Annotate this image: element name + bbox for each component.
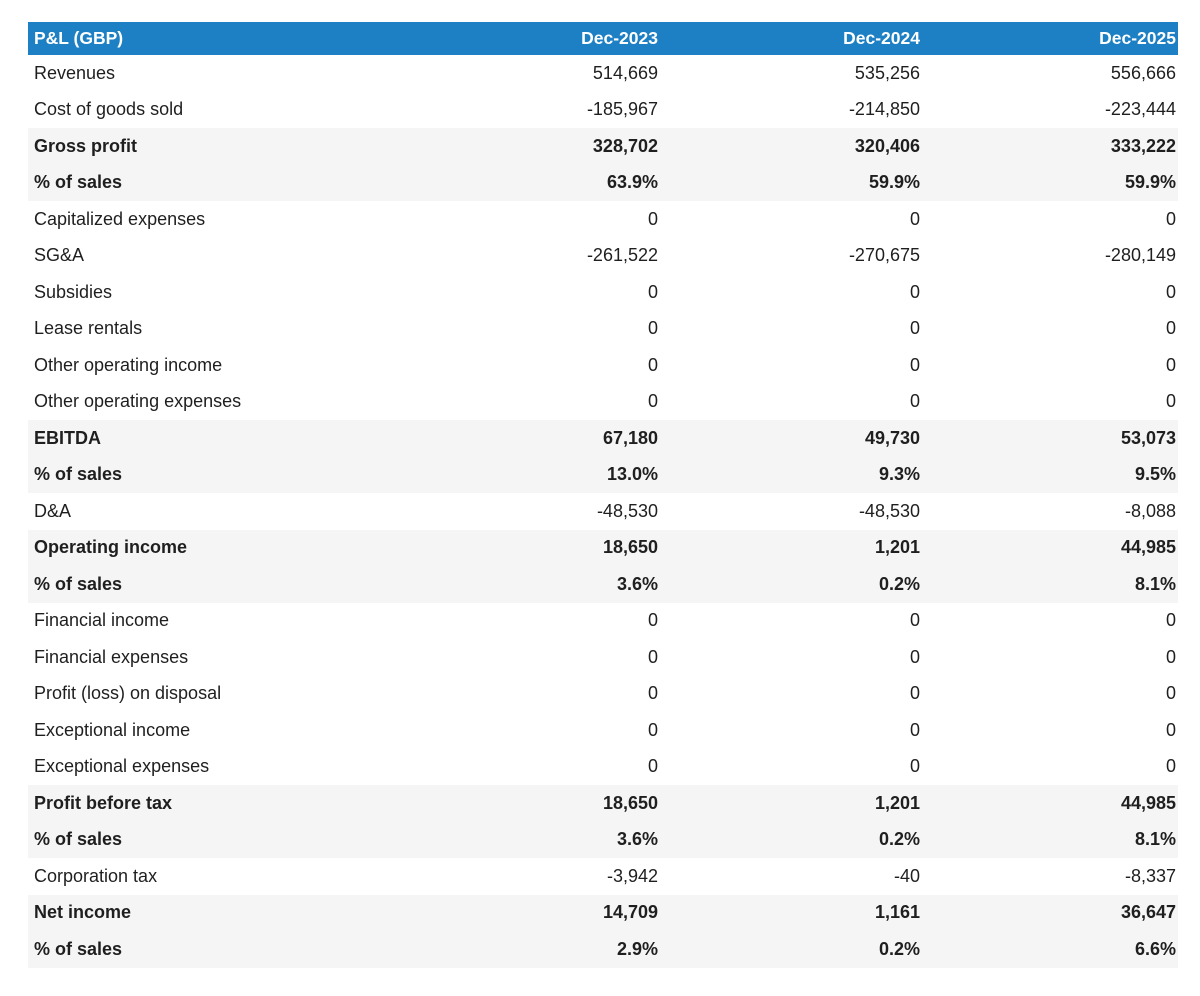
row-value: 0 [660,274,922,311]
row-value: 0 [398,274,660,311]
table-row [28,858,1178,895]
row-value: -48,530 [398,493,660,530]
table-row [28,530,1178,567]
row-label: Revenues [28,55,398,92]
row-label: EBITDA [28,420,398,457]
row-value: 63.9% [398,165,660,202]
row-value: 0 [398,712,660,749]
table-row [28,384,1178,421]
row-label: % of sales [28,165,398,202]
table-row [28,785,1178,822]
table-row [28,347,1178,384]
table-row [28,457,1178,494]
table-row [28,639,1178,676]
table-row [28,274,1178,311]
table-row [28,603,1178,640]
column-header-dec-2023: Dec-2023 [398,22,660,55]
row-value: 0 [922,311,1178,348]
column-header-dec-2024: Dec-2024 [660,22,922,55]
row-value: 36,647 [922,895,1178,932]
row-value: 18,650 [398,530,660,567]
row-label: Net income [28,895,398,932]
row-label: Financial income [28,603,398,640]
row-label: Other operating income [28,347,398,384]
row-label: % of sales [28,566,398,603]
row-value: 0 [398,201,660,238]
row-value: 8.1% [922,566,1178,603]
row-label: Corporation tax [28,858,398,895]
row-value: 0 [922,384,1178,421]
row-value: 0 [922,347,1178,384]
row-label: Lease rentals [28,311,398,348]
row-value: 1,201 [660,530,922,567]
table-row [28,493,1178,530]
row-value: 9.5% [922,457,1178,494]
row-value: 514,669 [398,55,660,92]
table-row [28,238,1178,275]
row-value: 8.1% [922,822,1178,859]
row-value: -8,088 [922,493,1178,530]
table-header-row [28,22,1178,55]
row-value: 320,406 [660,128,922,165]
table-row [28,822,1178,859]
row-value: 67,180 [398,420,660,457]
row-value: 2.9% [398,931,660,968]
table-row [28,931,1178,968]
table-row [28,676,1178,713]
row-value: 0 [922,639,1178,676]
row-value: 535,256 [660,55,922,92]
table-row [28,420,1178,457]
row-value: -3,942 [398,858,660,895]
row-value: 0 [660,712,922,749]
pl-table [28,22,1178,968]
row-value: 1,201 [660,785,922,822]
row-value: -8,337 [922,858,1178,895]
row-value: -40 [660,858,922,895]
row-value: 0 [922,201,1178,238]
table-row [28,128,1178,165]
row-label: Operating income [28,530,398,567]
row-value: 3.6% [398,822,660,859]
row-label: Gross profit [28,128,398,165]
row-value: 59.9% [922,165,1178,202]
row-value: 556,666 [922,55,1178,92]
row-value: 0 [660,603,922,640]
row-label: Exceptional income [28,712,398,749]
row-value: 0 [660,749,922,786]
row-value: 0 [660,639,922,676]
row-value: 0 [922,676,1178,713]
table-row [28,165,1178,202]
table-row [28,55,1178,92]
row-value: 0 [922,712,1178,749]
row-value: 0 [398,384,660,421]
table-title: P&L (GBP) [28,22,398,55]
row-value: -214,850 [660,92,922,129]
row-value: 0.2% [660,931,922,968]
row-label: Profit (loss) on disposal [28,676,398,713]
row-value: -270,675 [660,238,922,275]
row-value: 0 [398,749,660,786]
row-label: SG&A [28,238,398,275]
row-value: 0 [398,347,660,384]
row-value: 0 [660,311,922,348]
table-row [28,895,1178,932]
row-value: 0 [660,676,922,713]
row-label: Exceptional expenses [28,749,398,786]
row-value: 0.2% [660,822,922,859]
row-value: 53,073 [922,420,1178,457]
row-label: % of sales [28,457,398,494]
row-label: D&A [28,493,398,530]
row-value: 333,222 [922,128,1178,165]
row-value: 49,730 [660,420,922,457]
row-value: 13.0% [398,457,660,494]
table-row [28,201,1178,238]
row-value: 0 [660,347,922,384]
row-value: 0 [660,201,922,238]
row-value: 0 [922,749,1178,786]
row-value: 0 [398,603,660,640]
row-value: 0 [660,384,922,421]
row-value: 3.6% [398,566,660,603]
row-value: 6.6% [922,931,1178,968]
table-row [28,566,1178,603]
row-value: 0 [398,676,660,713]
row-label: % of sales [28,931,398,968]
table-row [28,92,1178,129]
row-value: -48,530 [660,493,922,530]
row-label: Subsidies [28,274,398,311]
row-value: 44,985 [922,530,1178,567]
row-value: 59.9% [660,165,922,202]
row-label: Cost of goods sold [28,92,398,129]
row-value: 18,650 [398,785,660,822]
table-body [28,55,1178,968]
table-row [28,712,1178,749]
row-value: -185,967 [398,92,660,129]
row-value: 14,709 [398,895,660,932]
table-row [28,749,1178,786]
row-value: 44,985 [922,785,1178,822]
row-label: Other operating expenses [28,384,398,421]
row-value: -261,522 [398,238,660,275]
row-label: % of sales [28,822,398,859]
row-value: 0 [398,639,660,676]
row-value: 9.3% [660,457,922,494]
row-value: 328,702 [398,128,660,165]
row-label: Profit before tax [28,785,398,822]
row-label: Financial expenses [28,639,398,676]
table-header [28,22,1178,55]
table-row [28,311,1178,348]
row-value: 0 [922,274,1178,311]
row-value: -223,444 [922,92,1178,129]
row-value: -280,149 [922,238,1178,275]
row-value: 0.2% [660,566,922,603]
column-header-dec-2025: Dec-2025 [922,22,1178,55]
row-value: 0 [398,311,660,348]
row-label: Capitalized expenses [28,201,398,238]
row-value: 1,161 [660,895,922,932]
row-value: 0 [922,603,1178,640]
